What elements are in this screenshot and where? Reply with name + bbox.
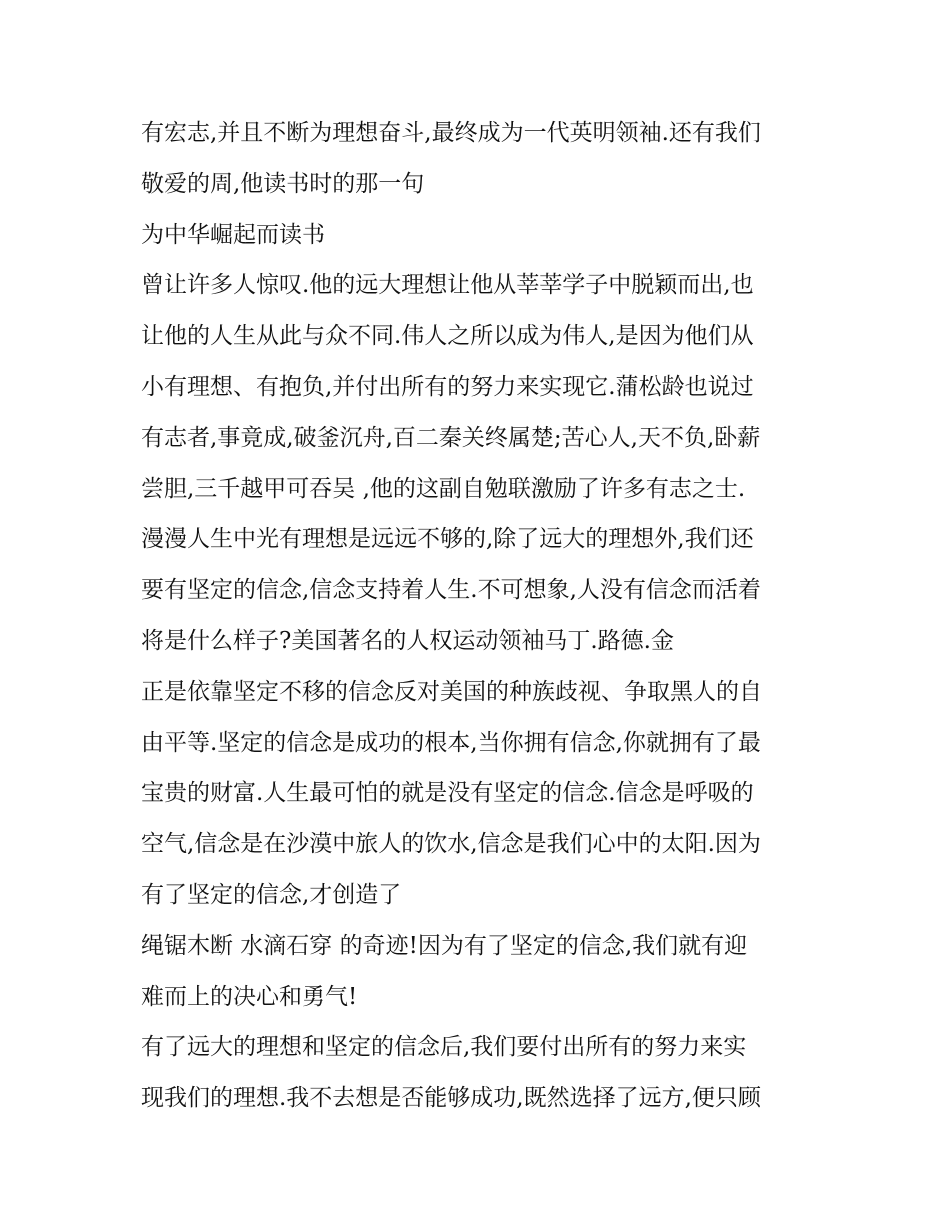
essay-body [141,108,821,1124]
text-line: 尝胆,三千越甲可吞吴 ,他的这副自勉联激励了许多有志之士. [141,475,746,502]
text-line: 由平等.坚定的信念是成功的根本,当你拥有信念,你就拥有了最 [141,729,761,756]
text-line: 绳锯木断 水滴石穿 的奇迹!因为有了坚定的信念,我们就有迎 [141,932,748,959]
text-line: 有志者,事竟成,破釜沉舟,百二秦关终属楚;苦心人,天不负,卧薪 [141,424,761,451]
text-line: 将是什么样子?美国著名的人权运动领袖马丁.路德.金 [141,627,674,654]
text-line: 有了坚定的信念,才创造了 [141,881,402,908]
text-line: 要有坚定的信念,信念支持着人生.不可想象,人没有信念而活着 [141,577,761,604]
text-line: 敬爱的周,他读书时的那一句 [141,170,425,197]
text-line: 难而上的决心和勇气! [141,983,358,1010]
text-line: 正是依靠坚定不移的信念反对美国的种族歧视、争取黑人的自 [141,678,762,705]
text-line: 漫漫人生中光有理想是远远不够的,除了远大的理想外,我们还 [141,526,754,553]
text-line: 有了远大的理想和坚定的信念后,我们要付出所有的努力来实 [141,1034,747,1061]
text-line: 有宏志,并且不断为理想奋斗,最终成为一代英明领袖.还有我们 [141,120,761,146]
text-line: 让他的人生从此与众不同.伟人之所以成为伟人,是因为他们从 [141,323,754,350]
text-line: 曾让许多人惊叹.他的远大理想让他从莘莘学子中脱颖而出,也 [141,272,754,299]
text-line: 现我们的理想.我不去想是否能够成功,既然选择了远方,便只顾 [141,1085,761,1112]
text-line: 宝贵的财富.人生最可怕的就是没有坚定的信念.信念是呼吸的 [141,780,754,807]
text-line: 小有理想、有抱负,并付出所有的努力来实现它.蒲松龄也说过 [141,373,754,400]
text-line: 为中华崛起而读书 [141,221,325,248]
text-line: 空气,信念是在沙漠中旅人的饮水,信念是我们心中的太阳.因为 [141,831,761,858]
